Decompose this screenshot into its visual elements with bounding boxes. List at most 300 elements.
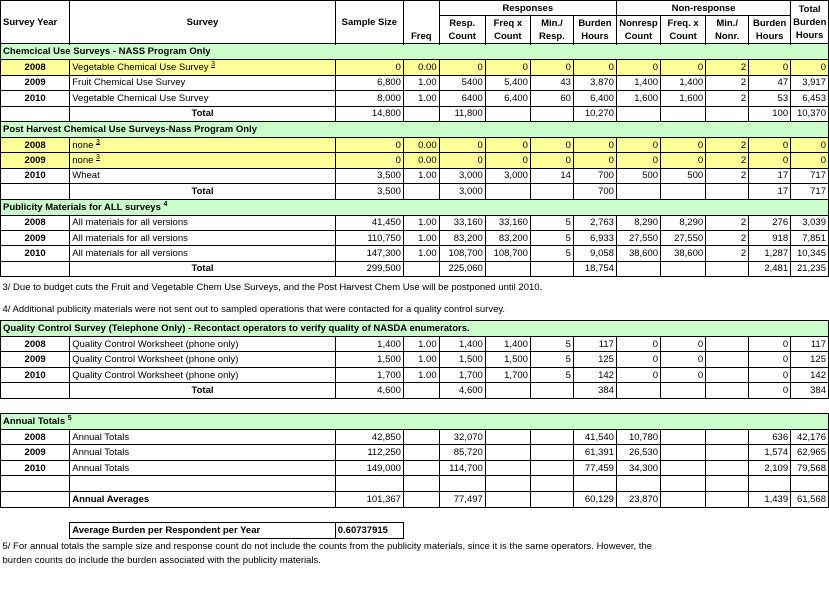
value-cell: 0 xyxy=(573,60,616,75)
value-cell xyxy=(403,430,439,445)
total-value-cell xyxy=(706,383,749,398)
value-cell: 0 xyxy=(439,137,485,152)
value-cell xyxy=(706,460,749,475)
value-cell: 5 xyxy=(530,246,573,261)
value-cell: 0 xyxy=(661,337,706,352)
value-cell: 1.00 xyxy=(403,367,439,382)
value-cell: 114,700 xyxy=(439,460,485,475)
value-cell: 147,300 xyxy=(335,246,403,261)
value-cell: 0 xyxy=(530,60,573,75)
blank-cell xyxy=(1,383,70,398)
value-cell: 0 xyxy=(791,60,829,75)
total-value-cell xyxy=(485,184,530,199)
year-cell: 2008 xyxy=(1,430,70,445)
value-cell: 32,070 xyxy=(439,430,485,445)
value-cell: 0 xyxy=(749,367,791,382)
value-cell: 0 xyxy=(749,60,791,75)
value-cell: 5 xyxy=(530,367,573,382)
value-cell: 1,500 xyxy=(439,352,485,367)
total-value-cell xyxy=(616,261,660,276)
value-cell: 3,000 xyxy=(439,168,485,183)
total-value-cell xyxy=(661,383,706,398)
value-cell xyxy=(706,430,749,445)
value-cell: 2 xyxy=(706,60,749,75)
value-cell: 0 xyxy=(661,352,706,367)
section-2-row-1 xyxy=(1,230,829,245)
value-cell: 85,720 xyxy=(439,445,485,460)
spacer xyxy=(1,507,829,522)
value-cell: 125 xyxy=(573,352,616,367)
total-value-cell xyxy=(661,106,706,121)
value-cell: 10,780 xyxy=(616,430,660,445)
footnote-5b xyxy=(1,553,829,568)
section-title-1-label: Post Harvest Chemical Use Surveys-Nass Program Only xyxy=(1,121,829,137)
value-cell xyxy=(403,460,439,475)
value-cell: 2 xyxy=(706,153,749,168)
value-cell: 1,400 xyxy=(616,75,660,90)
value-cell: 1,287 xyxy=(749,246,791,261)
value-cell: 0 xyxy=(616,367,660,382)
value-cell: 0.00 xyxy=(403,137,439,152)
blank-cell xyxy=(1,106,70,121)
header-min-resp: Min./ Resp. xyxy=(530,16,573,44)
footnote-3-text: 3/ Due to budget cuts the Fruit and Vegetable Chem Use Surveys, and the Post Harvest Chem Use will be postponed until 2010. xyxy=(2,282,543,294)
value-cell: 1,400 xyxy=(661,75,706,90)
blank-cell xyxy=(403,476,439,491)
value-cell: 33,160 xyxy=(439,215,485,230)
value-cell xyxy=(661,445,706,460)
annual-average-cell: 60,129 xyxy=(573,491,616,507)
value-cell: 14 xyxy=(530,168,573,183)
value-cell xyxy=(661,430,706,445)
annual-row-0 xyxy=(1,430,829,445)
total-value-cell: 17 xyxy=(749,184,791,199)
total-value-cell xyxy=(485,261,530,276)
value-cell: 1,500 xyxy=(485,352,530,367)
annual-average-cell: 61,568 xyxy=(791,491,829,507)
avg-burden-label: Average Burden per Respondent per Year xyxy=(70,522,336,538)
qc-total xyxy=(1,383,829,398)
header-resp-count: Resp. Count xyxy=(439,16,485,44)
value-cell: 1,700 xyxy=(439,367,485,382)
value-cell: 0 xyxy=(661,137,706,152)
section-title-0-label: Chemcical Use Surveys - NASS Program Only xyxy=(1,44,829,60)
value-cell: 42,176 xyxy=(791,430,829,445)
section-0-row-1 xyxy=(1,75,829,90)
value-cell: 62,965 xyxy=(791,445,829,460)
value-cell: 108,700 xyxy=(439,246,485,261)
qc-title: Quality Control Survey (Telephone Only) - Recontact operators to verify quality of NASDA enumerators. xyxy=(1,321,829,337)
total-value-cell xyxy=(616,184,660,199)
year-cell: 2010 xyxy=(1,168,70,183)
total-value-cell xyxy=(661,184,706,199)
section-title-2-label: Publicity Materials for ALL surveys $^4$ xyxy=(1,199,829,215)
value-cell: 112,250 xyxy=(335,445,403,460)
value-cell: 117 xyxy=(573,337,616,352)
value-cell: 8,290 xyxy=(616,215,660,230)
value-cell: 83,200 xyxy=(485,230,530,245)
value-cell: 41,450 xyxy=(335,215,403,230)
blank-cell xyxy=(439,476,485,491)
value-cell: 2 xyxy=(706,91,749,106)
value-cell: 500 xyxy=(616,168,660,183)
survey-name-cell: none $^3$ xyxy=(70,153,336,168)
value-cell: 0 xyxy=(439,60,485,75)
total-value-cell: 3,000 xyxy=(439,184,485,199)
blank-cell xyxy=(1,491,70,507)
value-cell: 6,400 xyxy=(485,91,530,106)
avg-burden-value: 0.60737915 xyxy=(335,522,403,538)
annual-blank xyxy=(1,476,829,491)
total-value-cell xyxy=(616,106,660,121)
year-cell: 2009 xyxy=(1,352,70,367)
blank-cell xyxy=(70,476,336,491)
header-nonresp-burden-hours: Burden Hours xyxy=(749,16,791,44)
year-cell: 2009 xyxy=(1,445,70,460)
survey-name-cell: Quality Control Worksheet (phone only) xyxy=(70,367,336,382)
value-cell: 918 xyxy=(749,230,791,245)
value-cell: 3,870 xyxy=(573,75,616,90)
value-cell xyxy=(485,460,530,475)
total-value-cell: 225,060 xyxy=(439,261,485,276)
value-cell: 1.00 xyxy=(403,215,439,230)
blank-cell xyxy=(661,476,706,491)
annual-average-cell: 23,870 xyxy=(616,491,660,507)
value-cell: 3,000 xyxy=(485,168,530,183)
total-value-cell: 299,500 xyxy=(335,261,403,276)
value-cell: 0 xyxy=(791,153,829,168)
value-cell: 1.00 xyxy=(403,230,439,245)
total-value-cell xyxy=(403,383,439,398)
year-cell: 2008 xyxy=(1,337,70,352)
total-value-cell: 10,270 xyxy=(573,106,616,121)
value-cell: 3,039 xyxy=(791,215,829,230)
value-cell: 0 xyxy=(791,137,829,152)
value-cell xyxy=(530,430,573,445)
total-value-cell: 10,370 xyxy=(791,106,829,121)
value-cell: 10,345 xyxy=(791,246,829,261)
blank-cell xyxy=(530,476,573,491)
value-cell: 2,763 xyxy=(573,215,616,230)
value-cell: 108,700 xyxy=(485,246,530,261)
value-cell: 8,290 xyxy=(661,215,706,230)
value-cell: 0 xyxy=(485,60,530,75)
value-cell: 1.00 xyxy=(403,246,439,261)
section-title-2 xyxy=(1,199,829,215)
value-cell: 83,200 xyxy=(439,230,485,245)
value-cell: 0 xyxy=(661,153,706,168)
qc-blank xyxy=(1,398,829,413)
annual-title-row-label: Annual Totals $^5$ xyxy=(1,414,829,430)
value-cell: 5 xyxy=(530,215,573,230)
total-value-cell xyxy=(403,261,439,276)
value-cell: 0 xyxy=(749,337,791,352)
header-burden-hours: Burden Hours xyxy=(573,16,616,44)
total-value-cell xyxy=(706,184,749,199)
value-cell: 0 xyxy=(749,352,791,367)
total-value-cell: 384 xyxy=(573,383,616,398)
value-cell: 0 xyxy=(335,60,403,75)
value-cell: 0 xyxy=(616,352,660,367)
value-cell: 1,600 xyxy=(616,91,660,106)
annual-averages-label: Annual Averages xyxy=(70,491,336,507)
value-cell: 5,400 xyxy=(485,75,530,90)
value-cell: 1,700 xyxy=(485,367,530,382)
value-cell: 42,850 xyxy=(335,430,403,445)
total-value-cell: 3,500 xyxy=(335,184,403,199)
value-cell: 0 xyxy=(616,60,660,75)
survey-name-cell: Wheat xyxy=(70,168,336,183)
footnote-4 xyxy=(1,299,829,321)
section-title-0 xyxy=(1,44,829,60)
total-value-cell: 384 xyxy=(791,383,829,398)
value-cell: 61,391 xyxy=(573,445,616,460)
blank-cell xyxy=(573,476,616,491)
header-total-burden-hours: Total Burden Hours xyxy=(791,1,829,44)
avg-burden-row xyxy=(1,522,829,538)
value-cell: 1,400 xyxy=(485,337,530,352)
value-cell: 2 xyxy=(706,75,749,90)
value-cell: 47 xyxy=(749,75,791,90)
section-1-row-2 xyxy=(1,168,829,183)
header-sample-size: Sample Size xyxy=(335,1,403,44)
total-label: Total xyxy=(70,261,336,276)
survey-name-cell: Annual Totals xyxy=(70,430,336,445)
footnote-5b-text: burden counts do include the burden associated with the publicity materials. xyxy=(2,555,321,567)
value-cell: 5 xyxy=(530,337,573,352)
survey-name-cell: All materials for all versions xyxy=(70,246,336,261)
qc-row-2 xyxy=(1,367,829,382)
value-cell: 1.00 xyxy=(403,168,439,183)
value-cell: 77,459 xyxy=(573,460,616,475)
value-cell: 38,600 xyxy=(616,246,660,261)
value-cell: 2 xyxy=(706,246,749,261)
header-freq-x-count: Freq x Count xyxy=(485,16,530,44)
value-cell: 0 xyxy=(485,153,530,168)
value-cell: 0 xyxy=(573,153,616,168)
total-value-cell: 100 xyxy=(749,106,791,121)
blank-cell xyxy=(616,476,660,491)
value-cell: 6,453 xyxy=(791,91,829,106)
year-cell: 2010 xyxy=(1,246,70,261)
survey-name-cell: Quality Control Worksheet (phone only) xyxy=(70,337,336,352)
total-value-cell xyxy=(706,106,749,121)
annual-averages-row xyxy=(1,491,829,507)
blank-cell xyxy=(706,476,749,491)
section-2-row-0 xyxy=(1,215,829,230)
value-cell: 17 xyxy=(749,168,791,183)
total-value-cell: 717 xyxy=(791,184,829,199)
total-value-cell xyxy=(530,261,573,276)
value-cell: 1,700 xyxy=(335,367,403,382)
value-cell: 6,400 xyxy=(573,91,616,106)
total-label: Total xyxy=(70,383,336,398)
total-label: Total xyxy=(70,106,336,121)
annual-average-cell xyxy=(403,491,439,507)
value-cell: 0.00 xyxy=(403,153,439,168)
total-value-cell: 4,600 xyxy=(335,383,403,398)
value-cell xyxy=(706,337,749,352)
value-cell xyxy=(485,430,530,445)
value-cell: 1,400 xyxy=(439,337,485,352)
annual-title-row xyxy=(1,414,829,430)
value-cell xyxy=(403,445,439,460)
total-value-cell xyxy=(530,184,573,199)
total-value-cell xyxy=(661,261,706,276)
value-cell: 3,917 xyxy=(791,75,829,90)
total-value-cell: 14,800 xyxy=(335,106,403,121)
survey-name-cell: All materials for all versions xyxy=(70,215,336,230)
value-cell: 2,109 xyxy=(749,460,791,475)
value-cell: 2 xyxy=(706,168,749,183)
total-value-cell xyxy=(485,383,530,398)
header-nonresp-freq-x-count: Freq. x Count xyxy=(661,16,706,44)
value-cell: 34,300 xyxy=(616,460,660,475)
section-2-total xyxy=(1,261,829,276)
value-cell: 0 xyxy=(530,153,573,168)
blank-cell xyxy=(1,261,70,276)
value-cell: 2 xyxy=(706,137,749,152)
total-value-cell xyxy=(706,261,749,276)
annual-average-cell xyxy=(706,491,749,507)
year-cell: 2010 xyxy=(1,460,70,475)
total-value-cell: 700 xyxy=(573,184,616,199)
value-cell: 27,550 xyxy=(661,230,706,245)
blank-cell xyxy=(1,522,70,538)
survey-name-cell: Vegetable Chemical Use Survey xyxy=(70,91,336,106)
value-cell: 1.00 xyxy=(403,75,439,90)
total-value-cell: 2,481 xyxy=(749,261,791,276)
year-cell: 2010 xyxy=(1,91,70,106)
year-cell: 2010 xyxy=(1,367,70,382)
survey-name-cell: Quality Control Worksheet (phone only) xyxy=(70,352,336,367)
total-label: Total xyxy=(70,184,336,199)
value-cell: 125 xyxy=(791,352,829,367)
total-value-cell: 21,235 xyxy=(791,261,829,276)
section-title-1 xyxy=(1,121,829,137)
value-cell: 26,530 xyxy=(616,445,660,460)
value-cell: 0 xyxy=(335,153,403,168)
qc-title-row xyxy=(1,321,829,337)
value-cell xyxy=(530,445,573,460)
blank-cell xyxy=(791,476,829,491)
value-cell: 6,933 xyxy=(573,230,616,245)
footnote-3 xyxy=(1,277,829,299)
blank-cell xyxy=(749,476,791,491)
survey-name-cell: none $^3$ xyxy=(70,137,336,152)
annual-average-cell xyxy=(485,491,530,507)
value-cell: 0 xyxy=(485,137,530,152)
value-cell: 1,400 xyxy=(335,337,403,352)
value-cell: 43 xyxy=(530,75,573,90)
value-cell: 1.00 xyxy=(403,352,439,367)
section-1-row-0 xyxy=(1,137,829,152)
value-cell: 1,600 xyxy=(661,91,706,106)
annual-row-1 xyxy=(1,445,829,460)
footnote-4-text: 4/ Additional publicity materials were not sent out to sampled operations that were contacted for a quality control survey. xyxy=(2,303,506,315)
value-cell: 60 xyxy=(530,91,573,106)
section-0-row-2 xyxy=(1,91,829,106)
value-cell: 0 xyxy=(616,137,660,152)
value-cell: 0 xyxy=(749,153,791,168)
value-cell xyxy=(706,352,749,367)
value-cell: 38,600 xyxy=(661,246,706,261)
total-value-cell xyxy=(403,106,439,121)
section-0-row-0 xyxy=(1,60,829,75)
value-cell: 142 xyxy=(573,367,616,382)
value-cell: 79,568 xyxy=(791,460,829,475)
qc-row-1 xyxy=(1,352,829,367)
header-survey: Survey xyxy=(70,1,336,44)
header-nonresp-count: Nonresp Count xyxy=(616,16,660,44)
year-cell: 2008 xyxy=(1,60,70,75)
value-cell: 0 xyxy=(616,337,660,352)
value-cell xyxy=(530,460,573,475)
value-cell: 0 xyxy=(530,137,573,152)
survey-name-cell: All materials for all versions xyxy=(70,230,336,245)
total-value-cell xyxy=(530,383,573,398)
total-value-cell xyxy=(403,184,439,199)
value-cell: 0.00 xyxy=(403,60,439,75)
value-cell: 27,550 xyxy=(616,230,660,245)
annual-average-cell xyxy=(661,491,706,507)
avg-blank xyxy=(1,507,829,522)
value-cell: 41,540 xyxy=(573,430,616,445)
year-cell: 2009 xyxy=(1,75,70,90)
blank-cell xyxy=(485,476,530,491)
section-2-row-2 xyxy=(1,246,829,261)
annual-row-2 xyxy=(1,460,829,475)
value-cell: 0 xyxy=(335,137,403,152)
annual-average-cell: 1,439 xyxy=(749,491,791,507)
annual-average-cell: 101,367 xyxy=(335,491,403,507)
value-cell: 117 xyxy=(791,337,829,352)
value-cell: 700 xyxy=(573,168,616,183)
total-value-cell: 0 xyxy=(749,383,791,398)
section-0-total xyxy=(1,106,829,121)
value-cell xyxy=(661,460,706,475)
value-cell: 53 xyxy=(749,91,791,106)
blank-cell xyxy=(1,184,70,199)
value-cell xyxy=(485,445,530,460)
value-cell: 500 xyxy=(661,168,706,183)
total-value-cell: 4,600 xyxy=(439,383,485,398)
value-cell: 636 xyxy=(749,430,791,445)
section-1-row-1 xyxy=(1,153,829,168)
total-value-cell xyxy=(616,383,660,398)
survey-name-cell: Annual Totals xyxy=(70,445,336,460)
value-cell: 33,160 xyxy=(485,215,530,230)
header-responses: Responses xyxy=(439,1,616,16)
value-cell: 0 xyxy=(573,137,616,152)
value-cell: 8,000 xyxy=(335,91,403,106)
annual-average-cell: 77,497 xyxy=(439,491,485,507)
section-1-total xyxy=(1,184,829,199)
year-cell: 2009 xyxy=(1,153,70,168)
blank-cell xyxy=(1,476,70,491)
value-cell: 3,500 xyxy=(335,168,403,183)
value-cell: 717 xyxy=(791,168,829,183)
value-cell: 0 xyxy=(616,153,660,168)
value-cell: 110,750 xyxy=(335,230,403,245)
value-cell: 149,000 xyxy=(335,460,403,475)
total-value-cell xyxy=(485,106,530,121)
footnote-5a-text: 5/ For annual totals the sample size and response count do not include the counts from the publicity materials, since it is the same operators. However, the xyxy=(2,540,653,552)
header-min-nonr: Min./ Nonr. xyxy=(706,16,749,44)
value-cell: 9,058 xyxy=(573,246,616,261)
value-cell: 0 xyxy=(661,60,706,75)
year-cell: 2008 xyxy=(1,215,70,230)
